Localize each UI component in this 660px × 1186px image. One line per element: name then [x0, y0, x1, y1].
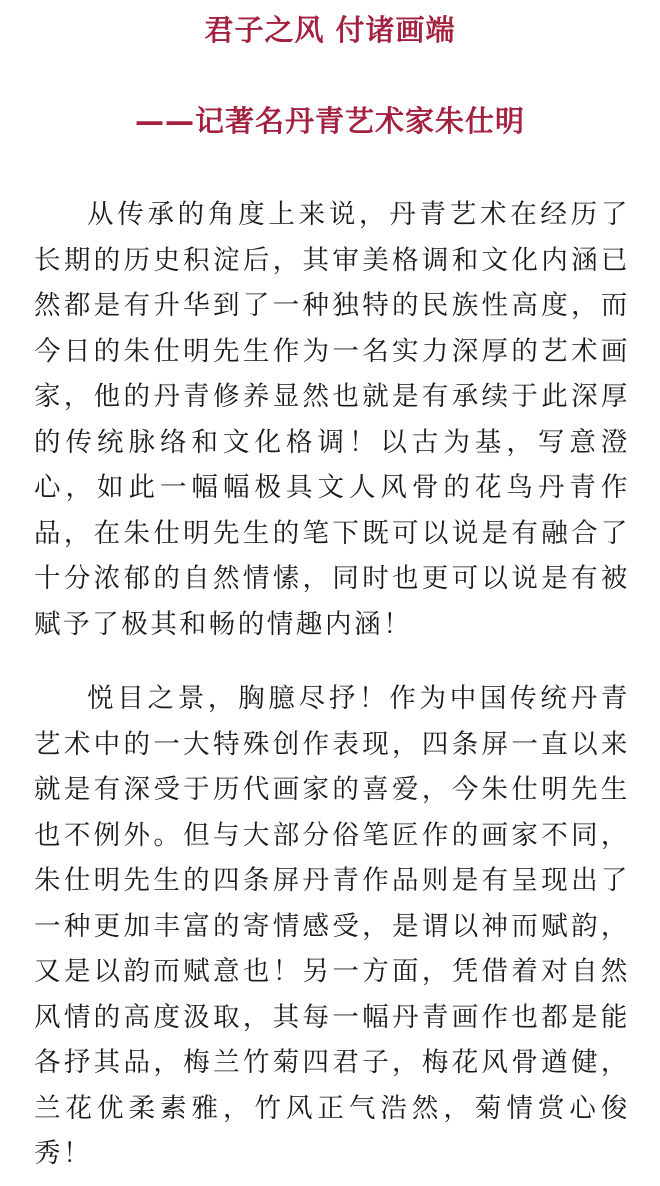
- article-subtitle: ——记著名丹青艺术家朱仕明: [134, 104, 525, 138]
- paragraph-2: 悦目之景，胸臆尽抒！作为中国传统丹青艺术中的一大特殊创作表现，四条屏一直以来就是有深受于历代画家的喜爱，今朱仕明先生也不例外。但与大部分俗笔匠作的画家不同，朱仕明先生的四条屏丹青作品则是有呈现出了一种更加丰富的寄情感受，是谓以神而赋韵，又是以韵而赋意也！另一方面，凭借着对自然风情的高度汲取，其每一幅丹青画作也都是能各抒其品，梅兰竹菊四君子，梅花风骨遒健，兰花优柔素雅，竹风正气浩然，菊情赏心俊秀！: [34, 683, 630, 1169]
- paragraph-1: 从传承的角度上来说，丹青艺术在经历了长期的历史积淀后，其审美格调和文化内涵已然都是有升华到了一种独特的民族性高度，而今日的朱仕明先生作为一名实力深厚的艺术画家，他的丹青修养显然也就是有承续于此深厚的传统脉络和文化格调！以古为基，写意澄心，如此一幅幅极具文人风骨的花鸟丹青作品，在朱仕明先生的笔下既可以说是有融合了十分浓郁的自然情愫，同时也更可以说是有被赋予了极其和畅的情趣内涵！: [34, 199, 630, 640]
- article-title: 君子之风 付诸画端: [204, 13, 456, 47]
